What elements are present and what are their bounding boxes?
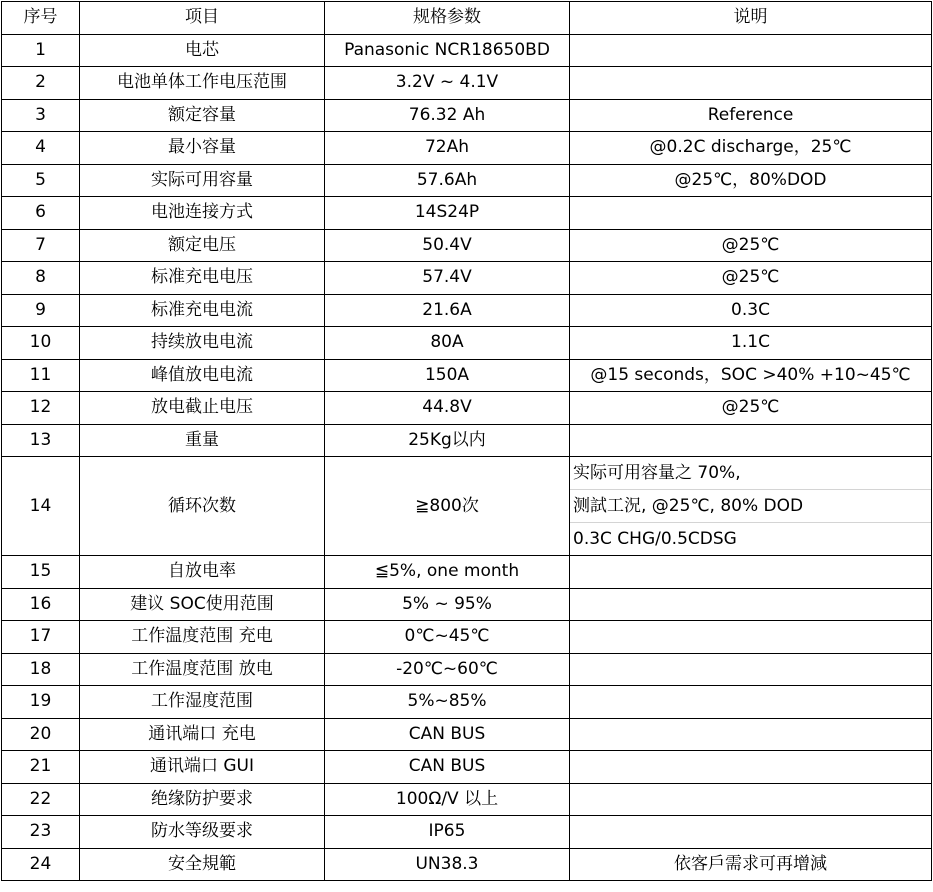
row-note-cell: Reference [570,99,932,132]
row-number-cell: 5 [2,164,80,197]
row-spec-cell: IP65 [325,816,570,849]
row-item-cell: 电池单体工作电压范围 [80,67,325,100]
table-row [2,556,932,589]
row-note-cell: @25℃ [570,229,932,262]
row-item-cell: 最小容量 [80,132,325,165]
row-spec-cell: 80A [325,327,570,360]
table-row [2,457,932,556]
row-number-cell: 18 [2,653,80,686]
row-number-cell: 9 [2,294,80,327]
row-number-cell: 6 [2,197,80,230]
row-spec-cell: UN38.3 [325,848,570,881]
row-item-cell: 电芯 [80,34,325,67]
row-item-cell: 工作温度范围 放电 [80,653,325,686]
row-number-cell: 3 [2,99,80,132]
row-note-cell: 0.3C [570,294,932,327]
row-note-cell [570,424,932,457]
row-spec-cell: 5%~85% [325,686,570,719]
table-row [2,783,932,816]
table-row [2,751,932,784]
row-spec-cell: 76.32 Ah [325,99,570,132]
row-spec-cell: CAN BUS [325,751,570,784]
row-item-cell: 电池连接方式 [80,197,325,230]
row-item-cell: 安全規範 [80,848,325,881]
row-spec-cell: -20℃~60℃ [325,653,570,686]
row-note-cell [570,718,932,751]
row-number-cell: 24 [2,848,80,881]
row-spec-cell: 57.6Ah [325,164,570,197]
row-spec-cell: 3.2V ~ 4.1V [325,67,570,100]
row-note-cell [570,686,932,719]
row-number-cell: 7 [2,229,80,262]
row-number-cell: 19 [2,686,80,719]
row-item-cell: 防水等级要求 [80,816,325,849]
row-item-cell: 额定容量 [80,99,325,132]
row-item-cell: 自放电率 [80,556,325,589]
row-number-cell: 13 [2,424,80,457]
row-note-cell: @25℃，80%DOD [570,164,932,197]
row-item-cell: 额定电压 [80,229,325,262]
table-row [2,67,932,100]
row-spec-cell: ≧800次 [325,457,570,556]
row-item-cell: 绝缘防护要求 [80,783,325,816]
row-note-cell [570,197,932,230]
row-spec-cell: 14S24P [325,197,570,230]
table-header-row [2,2,932,35]
row-number-cell: 16 [2,588,80,621]
row-item-cell: 持续放电电流 [80,327,325,360]
table-row [2,653,932,686]
row-note-cell [570,653,932,686]
table-body [2,34,932,881]
table-row [2,621,932,654]
row-number-cell: 22 [2,783,80,816]
row-spec-cell: 25Kg以内 [325,424,570,457]
table-row [2,229,932,262]
row-note-cell: 1.1C [570,327,932,360]
row-number-cell: 2 [2,67,80,100]
table-row [2,132,932,165]
row-note-cell: @25℃ [570,262,932,295]
row-item-cell: 重量 [80,424,325,457]
row-note-line: 测試工況, @25℃, 80% DOD [570,490,931,523]
row-item-cell: 工作温度范围 充电 [80,621,325,654]
table-row [2,588,932,621]
row-spec-cell: 100Ω/V 以上 [325,783,570,816]
battery-spec-table [1,1,932,881]
row-number-cell: 15 [2,556,80,589]
row-note-line: 0.3C CHG/0.5CDSG [573,529,737,549]
row-note-line: 实际可用容量之 70%, [570,457,931,490]
row-number-cell: 12 [2,392,80,425]
header-spec: 规格参数 [325,2,570,35]
row-item-cell: 标准充电电流 [80,294,325,327]
table-row [2,718,932,751]
row-number-cell: 14 [2,457,80,556]
row-spec-cell: 0℃~45℃ [325,621,570,654]
row-number-cell: 1 [2,34,80,67]
row-number-cell: 23 [2,816,80,849]
row-number-cell: 8 [2,262,80,295]
row-note-cell [570,751,932,784]
row-note-cell [570,816,932,849]
row-spec-cell: 50.4V [325,229,570,262]
table-row [2,99,932,132]
row-spec-cell: 57.4V [325,262,570,295]
row-number-cell: 21 [2,751,80,784]
row-spec-cell: 5% ~ 95% [325,588,570,621]
row-note-cell: 依客戶需求可再增減 [570,848,932,881]
row-number-cell: 10 [2,327,80,360]
table-row [2,816,932,849]
row-note-cell [570,783,932,816]
row-note-cell [570,556,932,589]
row-note-cell [570,457,932,556]
row-number-cell: 4 [2,132,80,165]
row-item-cell: 通讯端口 充电 [80,718,325,751]
header-item: 项目 [80,2,325,35]
row-number-cell: 20 [2,718,80,751]
row-number-cell: 11 [2,359,80,392]
header-no: 序号 [2,2,80,35]
table-row [2,294,932,327]
row-note-cell [570,67,932,100]
row-item-cell: 实际可用容量 [80,164,325,197]
row-spec-cell: 150A [325,359,570,392]
row-number-cell: 17 [2,621,80,654]
row-spec-cell: 44.8V [325,392,570,425]
row-note-cell: @25℃ [570,392,932,425]
row-note-cell [570,588,932,621]
row-item-cell: 建议 SOC使用范围 [80,588,325,621]
table-row [2,197,932,230]
table-row [2,262,932,295]
table-row [2,327,932,360]
row-spec-cell: 21.6A [325,294,570,327]
row-note-cell: @0.2C discharge，25℃ [570,132,932,165]
row-spec-cell: ≦5%, one month [325,556,570,589]
row-item-cell: 峰值放电电流 [80,359,325,392]
row-note-cell: @15 seconds，SOC >40% +10~45℃ [570,359,932,392]
row-item-cell: 通讯端口 GUI [80,751,325,784]
row-spec-cell: Panasonic NCR18650BD [325,34,570,67]
table-row [2,686,932,719]
row-item-cell: 循环次数 [80,457,325,556]
row-item-cell: 标准充电电压 [80,262,325,295]
table-row [2,34,932,67]
row-item-cell: 放电截止电压 [80,392,325,425]
table-row [2,392,932,425]
row-note-cell [570,621,932,654]
table-row [2,848,932,881]
row-spec-cell: CAN BUS [325,718,570,751]
row-item-cell: 工作湿度范围 [80,686,325,719]
row-note-cell [570,34,932,67]
row-spec-cell: 72Ah [325,132,570,165]
table-row [2,359,932,392]
header-note: 说明 [570,2,932,35]
table-row [2,164,932,197]
table-row [2,424,932,457]
